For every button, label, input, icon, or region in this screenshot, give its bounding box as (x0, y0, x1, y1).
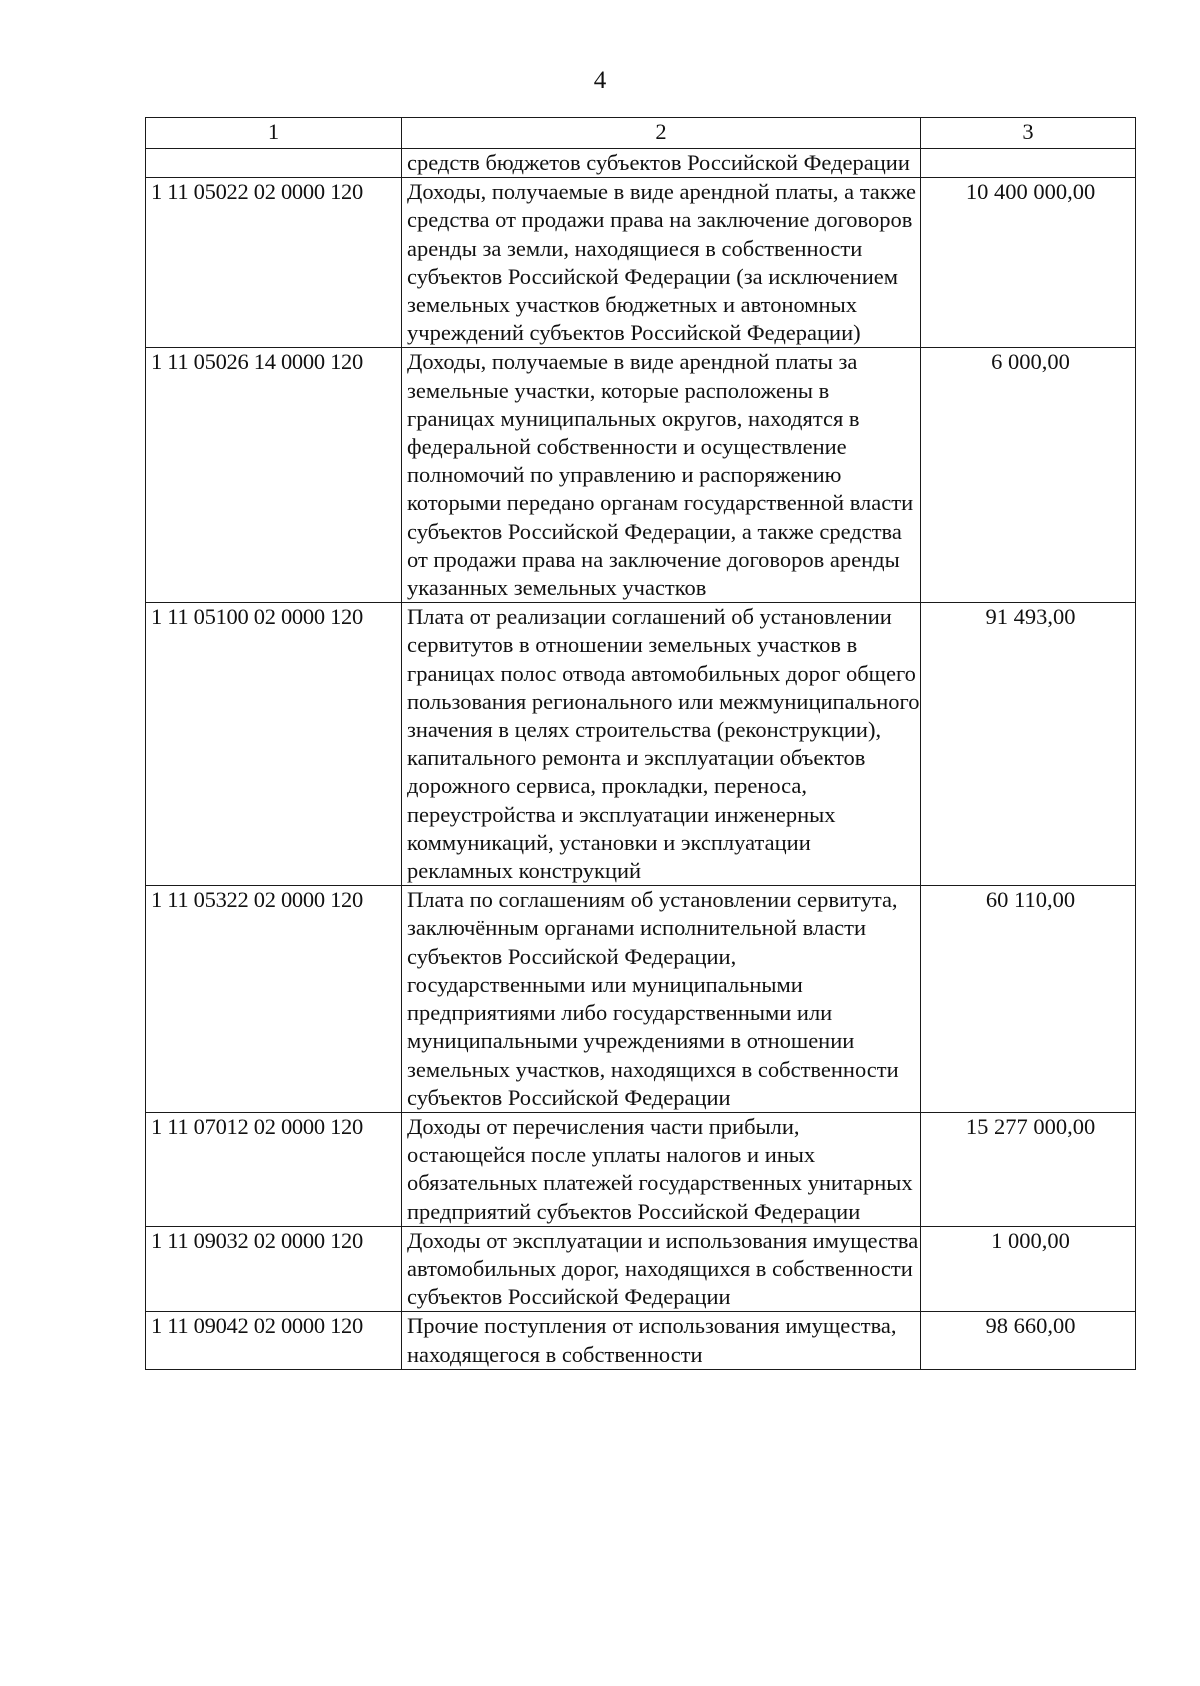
table-row (146, 1312, 1136, 1369)
row-description: Плата по соглашениям об установлении сервитута, заключённым органами исполнительной власти субъектов Российской Федерации, государственными или муниципальными предприятиями либо государственными или муниципальными учреждениями в отношении земельных участков, находящихся в собственности субъектов Российской Федерации (402, 886, 921, 1113)
row-code: 1 11 07012 02 0000 120 (146, 1112, 402, 1226)
row-description: Доходы от перечисления части прибыли, остающейся после уплаты налогов и иных обязательных платежей государственных унитарных предприятий субъектов Российской Федерации (402, 1112, 921, 1226)
row-description: Доходы от эксплуатации и использования имущества автомобильных дорог, находящихся в собственности субъектов Российской Федерации (402, 1226, 921, 1312)
table-row (146, 348, 1136, 603)
row-description: Прочие поступления от использования имущества, находящегося в собственности (402, 1312, 921, 1369)
page-number: 4 (593, 67, 607, 94)
table-row (146, 886, 1136, 1113)
row-code: 1 11 05100 02 0000 120 (146, 603, 402, 886)
column-header-amount: 3 (921, 118, 1136, 149)
row-description: средств бюджетов субъектов Российской Федерации (402, 149, 921, 178)
table-row (146, 149, 1136, 178)
row-amount: 98 660,00 (921, 1312, 1136, 1369)
row-amount: 60 110,00 (921, 886, 1136, 1113)
row-amount: 6 000,00 (921, 348, 1136, 603)
row-amount: 10 400 000,00 (921, 178, 1136, 348)
table-row (146, 178, 1136, 348)
row-code: 1 11 09032 02 0000 120 (146, 1226, 402, 1312)
row-amount: 1 000,00 (921, 1226, 1136, 1312)
table-header-row (146, 118, 1136, 149)
row-description: Плата от реализации соглашений об установлении сервитутов в отношении земельных участков в границах полос отвода автомобильных дорог общего пользования регионального или межмуниципального значения в целях строительства (реконструкции), капитального ремонта и эксплуатации объектов дорожного сервиса, прокладки, переноса, переустройства и эксплуатации инженерных коммуникаций, установки и эксплуатации рекламных конструкций (402, 603, 921, 886)
row-code: 1 11 05322 02 0000 120 (146, 886, 402, 1113)
row-code: 1 11 05022 02 0000 120 (146, 178, 402, 348)
row-amount (921, 149, 1136, 178)
row-code (146, 149, 402, 178)
table-row (146, 603, 1136, 886)
row-amount: 15 277 000,00 (921, 1112, 1136, 1226)
column-header-description: 2 (402, 118, 921, 149)
revenue-table (145, 117, 1136, 1370)
row-amount: 91 493,00 (921, 603, 1136, 886)
row-code: 1 11 09042 02 0000 120 (146, 1312, 402, 1369)
table-row (146, 1112, 1136, 1226)
row-description: Доходы, получаемые в виде арендной платы за земельные участки, которые расположены в границах муниципальных округов, находятся в федеральной собственности и осуществление полномочий по управлению и распоряжению которыми передано органам государственной власти субъектов Российской Федерации, а также средства от продажи права на заключение договоров аренды указанных земельных участков (402, 348, 921, 603)
row-description: Доходы, получаемые в виде арендной платы, а также средства от продажи права на заключение договоров аренды за земли, находящиеся в собственности субъектов Российской Федерации (за исключением земельных участков бюджетных и автономных учреждений субъектов Российской Федерации) (402, 178, 921, 348)
column-header-code: 1 (146, 118, 402, 149)
table-row (146, 1226, 1136, 1312)
row-code: 1 11 05026 14 0000 120 (146, 348, 402, 603)
